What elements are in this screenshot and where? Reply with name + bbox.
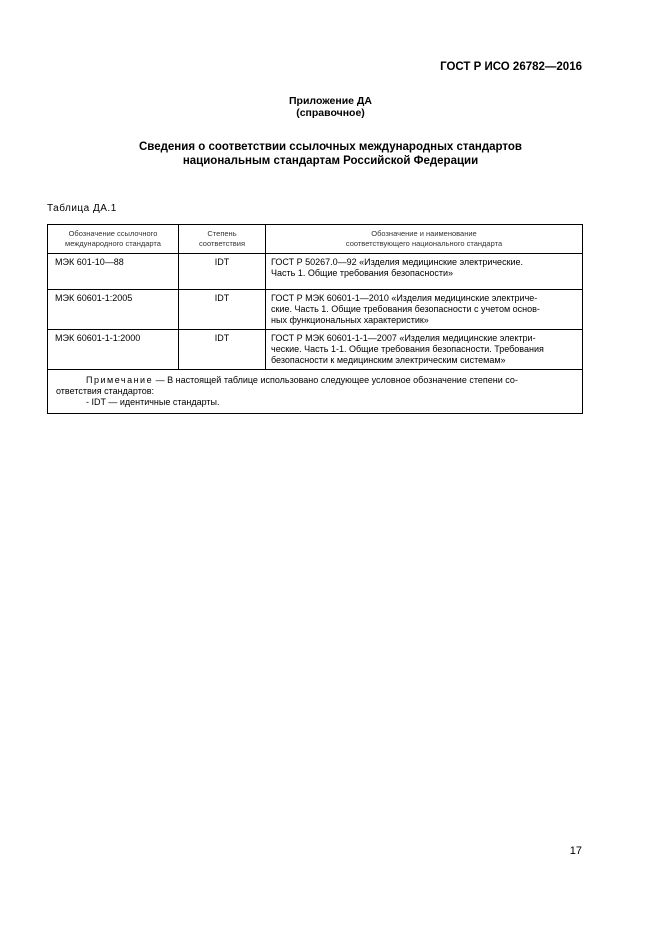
cell-national-line: ские. Часть 1. Общие требования безопасности с учетом основ-	[271, 304, 540, 314]
cell-national-line: ГОСТ Р 50267.0—92 «Изделия медицинские электрические.	[271, 257, 524, 267]
section-title-line1: Сведения о соответствии ссылочных международных стандартов	[138, 141, 522, 153]
cell-national	[266, 290, 583, 330]
cell-national-line: ГОСТ Р МЭК 60601-1—2010 «Изделия медицинские электриче-	[271, 293, 538, 303]
header-national-line2: соответствующего национального стандарта	[345, 239, 503, 248]
annex-heading	[0, 95, 661, 119]
header-national-standard	[266, 225, 583, 254]
note-line2: ответствия стандартов:	[56, 386, 155, 396]
annex-subtitle: (справочное)	[296, 107, 365, 119]
cell-national-line: ческие. Часть 1-1. Общие требования безопасности. Требования	[271, 344, 544, 354]
cell-national-line: Часть 1. Общие требования безопасности»	[271, 268, 454, 278]
cell-intl: МЭК 601-10—88	[48, 254, 179, 290]
note-dash: —	[153, 375, 168, 385]
note-line1	[56, 375, 572, 386]
table-note-row	[48, 370, 583, 414]
correspondence-table	[47, 224, 583, 414]
section-title-line2: национальным стандартам Российской Федерации	[182, 154, 479, 167]
cell-national	[266, 254, 583, 290]
header-intl-line1: Обозначение ссылочного	[68, 229, 158, 238]
cell-intl: МЭК 60601-1-1:2000	[48, 330, 179, 370]
table-note	[48, 370, 583, 414]
header-intl-line2: международного стандарта	[65, 239, 161, 248]
note-text1: В настоящей таблице использовано следующее условное обозначение степени со-	[167, 375, 518, 385]
header-national-line1: Обозначение и наименование	[371, 229, 477, 238]
cell-national	[266, 330, 583, 370]
cell-intl: МЭК 60601-1:2005	[48, 290, 179, 330]
table-header-row	[48, 225, 583, 254]
header-degree-line1: Степень	[207, 229, 237, 238]
note-item: - IDT — идентичные стандарты.	[86, 397, 220, 407]
annex-title: Приложение ДА	[289, 95, 372, 107]
cell-degree: IDT	[179, 290, 266, 330]
cell-national-line: безопасности к медицинским электрическим системам»	[271, 355, 506, 365]
table-row	[48, 254, 583, 290]
cell-degree: IDT	[179, 254, 266, 290]
section-title	[0, 141, 661, 168]
table-row	[48, 330, 583, 370]
cell-degree: IDT	[179, 330, 266, 370]
cell-national-line: ных функциональных характеристик»	[271, 315, 429, 325]
table-row	[48, 290, 583, 330]
table-label: Таблица ДА.1	[47, 203, 117, 214]
header-intl-standard	[48, 225, 179, 254]
note-label: Примечание	[86, 375, 154, 385]
header-degree-line2: соответствия	[198, 239, 246, 248]
cell-national-line: ГОСТ Р МЭК 60601-1-1—2007 «Изделия медицинские электри-	[271, 333, 536, 343]
document-code: ГОСТ Р ИСО 26782—2016	[440, 61, 582, 73]
page-number: 17	[569, 845, 582, 857]
header-degree	[179, 225, 266, 254]
